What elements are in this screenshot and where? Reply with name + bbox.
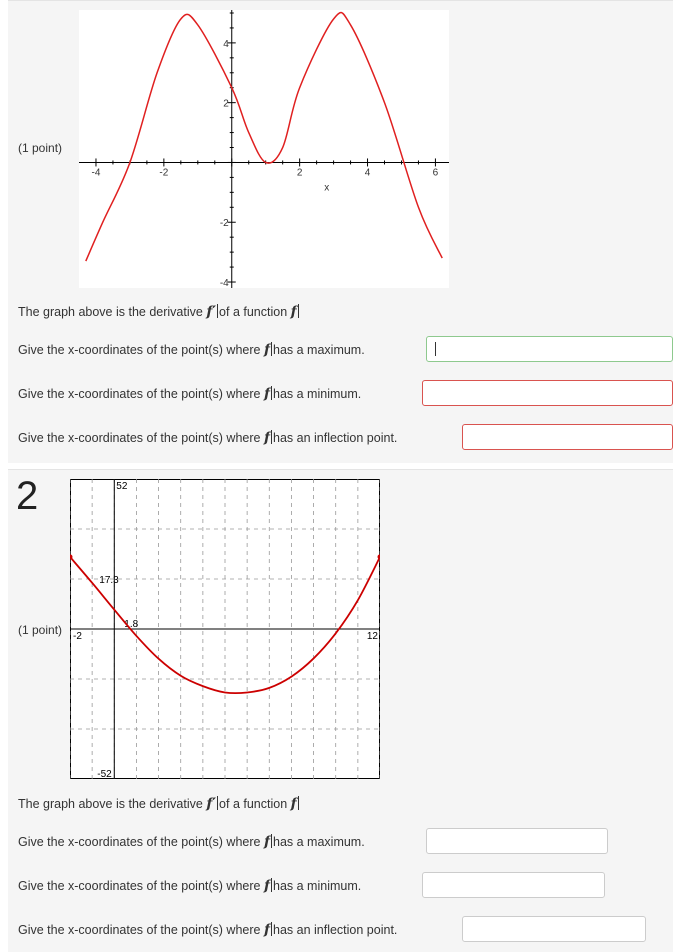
question-suffix: has a maximum. — [273, 835, 365, 849]
f-symbol: f — [263, 878, 270, 894]
question-min — [18, 386, 361, 402]
prompt-line — [18, 796, 300, 812]
derivative-graph-2 — [70, 479, 380, 779]
text-cursor — [271, 834, 272, 848]
minimum-answer-input[interactable] — [422, 872, 605, 898]
x-tick-label: 2 — [296, 167, 303, 179]
question-suffix: has a minimum. — [273, 387, 362, 401]
y-tick-label: 17.3 — [99, 575, 119, 587]
problem-2-panel — [8, 469, 673, 952]
text-cursor — [217, 796, 218, 810]
prompt-line — [18, 304, 300, 320]
question-inflection — [18, 430, 397, 446]
x-tick-label: -2 — [159, 167, 169, 179]
y-min-label: -52 — [97, 769, 112, 779]
text-cursor — [217, 304, 218, 318]
input-cursor — [435, 342, 436, 356]
fprime-symbol: f′ — [206, 304, 217, 320]
text-cursor — [298, 304, 299, 318]
f-symbol: f — [263, 342, 270, 358]
y-tick-label: 4 — [223, 38, 229, 50]
question-text: Give the x-coordinates of the point(s) where — [18, 431, 261, 445]
y-tick-label: 2 — [223, 98, 229, 110]
question-text: Give the x-coordinates of the point(s) where — [18, 879, 261, 893]
x-tick-label: -4 — [91, 167, 101, 179]
question-text: Give the x-coordinates of the point(s) where — [18, 387, 261, 401]
text-cursor — [298, 796, 299, 810]
f-symbol: f — [263, 922, 270, 938]
x-max-label: 12 — [366, 631, 378, 642]
problem-number: 2 — [16, 474, 39, 518]
inflection-answer-input[interactable] — [462, 916, 646, 942]
question-text: Give the x-coordinates of the point(s) where — [18, 835, 261, 849]
derivative-graph-1 — [79, 10, 449, 288]
f-symbol: f — [263, 834, 270, 850]
question-suffix: has an inflection point. — [273, 923, 398, 937]
text-cursor — [271, 878, 272, 892]
question-suffix: has a minimum. — [273, 879, 362, 893]
question-text: Give the x-coordinates of the point(s) where — [18, 923, 261, 937]
points-label: (1 point) — [18, 623, 63, 637]
prompt-text: The graph above is the derivative — [18, 305, 203, 319]
x-min-label: -2 — [73, 631, 82, 642]
maximum-answer-input[interactable] — [426, 828, 608, 854]
f-symbol: f — [263, 386, 270, 402]
y-tick-label: 1.8 — [124, 618, 139, 630]
question-inflection — [18, 922, 397, 938]
prompt-text-2: of a function — [219, 797, 288, 811]
question-min — [18, 878, 361, 894]
f-symbol: f — [290, 796, 297, 812]
question-text: Give the x-coordinates of the point(s) where — [18, 343, 261, 357]
f-symbol: f — [290, 304, 297, 320]
x-axis-label: x — [324, 182, 330, 194]
text-cursor — [271, 386, 272, 400]
minimum-answer-input[interactable] — [422, 380, 673, 406]
x-tick-label: 4 — [364, 167, 371, 179]
text-cursor — [271, 922, 272, 936]
prompt-text-2: of a function — [219, 305, 288, 319]
question-max — [18, 342, 365, 358]
prompt-text: The graph above is the derivative — [18, 797, 203, 811]
question-suffix: has a maximum. — [273, 343, 365, 357]
y-tick-label: -2 — [219, 218, 229, 230]
y-tick-label: -4 — [219, 278, 229, 288]
y-max-label: 52 — [116, 481, 128, 492]
inflection-answer-input[interactable] — [462, 424, 673, 450]
text-cursor — [271, 430, 272, 444]
points-label: (1 point) — [18, 141, 63, 155]
f-symbol: f — [263, 430, 270, 446]
x-tick-label: 6 — [432, 167, 439, 179]
question-suffix: has an inflection point. — [273, 431, 398, 445]
fprime-symbol: f′ — [206, 796, 217, 812]
maximum-answer-input[interactable] — [426, 336, 673, 362]
question-max — [18, 834, 365, 850]
derivative-curve — [86, 13, 442, 262]
problem-1-panel — [8, 0, 673, 463]
text-cursor — [271, 342, 272, 356]
